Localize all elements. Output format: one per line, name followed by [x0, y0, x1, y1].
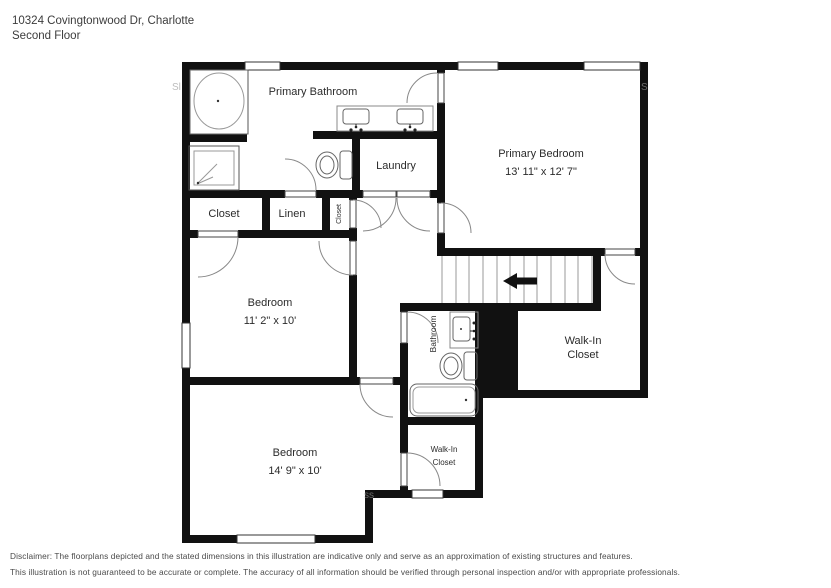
door-laundry-double [363, 190, 430, 231]
label-wic2-1: Walk-In [430, 445, 458, 454]
fixtures [189, 70, 478, 416]
window-top-1 [245, 62, 280, 70]
label-bedroom2-dims: 14' 9" x 10' [268, 465, 322, 477]
toilet-bathroom-icon [440, 352, 477, 380]
watermark-right: S [641, 82, 648, 93]
door-closet-bedroom1 [198, 230, 238, 277]
wall-right [640, 62, 648, 398]
window-left [182, 323, 190, 368]
floor-line: Second Floor [12, 30, 81, 42]
door-bedroom2 [360, 377, 393, 417]
watermark-fragments [172, 82, 648, 501]
bathtub-bathroom-icon [410, 384, 478, 416]
stairs-direction-arrow-icon [503, 273, 537, 289]
label-laundry: Laundry [376, 160, 416, 172]
label-bedroom1-dims: 11' 2" x 10' [243, 315, 297, 327]
label-hall-closet: Closet [336, 204, 343, 224]
window-top-3 [584, 62, 640, 70]
vanity-bathroom-icon [450, 312, 478, 348]
shower-icon [189, 146, 239, 190]
window-top-2 [458, 62, 498, 70]
wall-bath-right [475, 397, 483, 498]
address-line: 10324 Covingtonwood Dr, Charlotte [12, 15, 195, 27]
disclaimer-line-2: This illustration is not guaranteed to be accurate or complete. The accuracy of all information should be verified through personal inspection and/or with appropriate professionals. [10, 567, 681, 577]
label-bedroom1: Bedroom [247, 297, 293, 309]
watermark-left: Sl [172, 82, 181, 93]
door-primary-bathroom [407, 73, 445, 103]
label-closet: Closet [208, 208, 240, 220]
wall-bath-top [400, 303, 601, 311]
door-hall-closet [349, 200, 381, 228]
wall-closet-divider-2 [322, 198, 330, 230]
wall-laundry-left [352, 139, 360, 198]
wall-closet-divider-1 [262, 198, 270, 230]
toilet-primary-icon [316, 151, 352, 179]
door-bedroom1 [319, 241, 357, 275]
label-linen: Linen [278, 208, 306, 220]
watermark-bottom: ss [364, 490, 374, 501]
label-bedroom2: Bedroom [272, 447, 318, 459]
door-walk-in-closet-primary [605, 248, 635, 284]
label-primary-bedroom: Primary Bedroom [498, 148, 584, 160]
label-wic-primary-2: Closet [567, 349, 599, 361]
window-bottom [237, 535, 315, 543]
door-primary-bedroom [437, 203, 471, 233]
wall-bath-wic2-divider [408, 417, 483, 425]
wall-tub-bottom [182, 134, 247, 142]
label-primary-bedroom-dims: 13' 11" x 12' 7" [505, 166, 577, 178]
double-vanity-icon [337, 106, 433, 132]
wall-chunk [475, 303, 518, 397]
cased-opening [412, 490, 443, 498]
stairs [442, 256, 592, 303]
label-bathroom: Bathroom [428, 315, 438, 353]
bathtub-primary-icon [190, 70, 248, 134]
label-wic2-2: Closet [432, 458, 456, 467]
door-linen [285, 159, 316, 198]
label-primary-bathroom: Primary Bathroom [268, 86, 358, 98]
wall-stairs-divider [593, 248, 601, 311]
label-wic-primary-1: Walk-In [564, 335, 602, 347]
disclaimer-line-1: Disclaimer: The floorplans depicted and the stated dimensions in this illustration are indicative only and serve as an approximation of existing structures and features. [10, 551, 633, 561]
wall-vanity [313, 131, 437, 139]
